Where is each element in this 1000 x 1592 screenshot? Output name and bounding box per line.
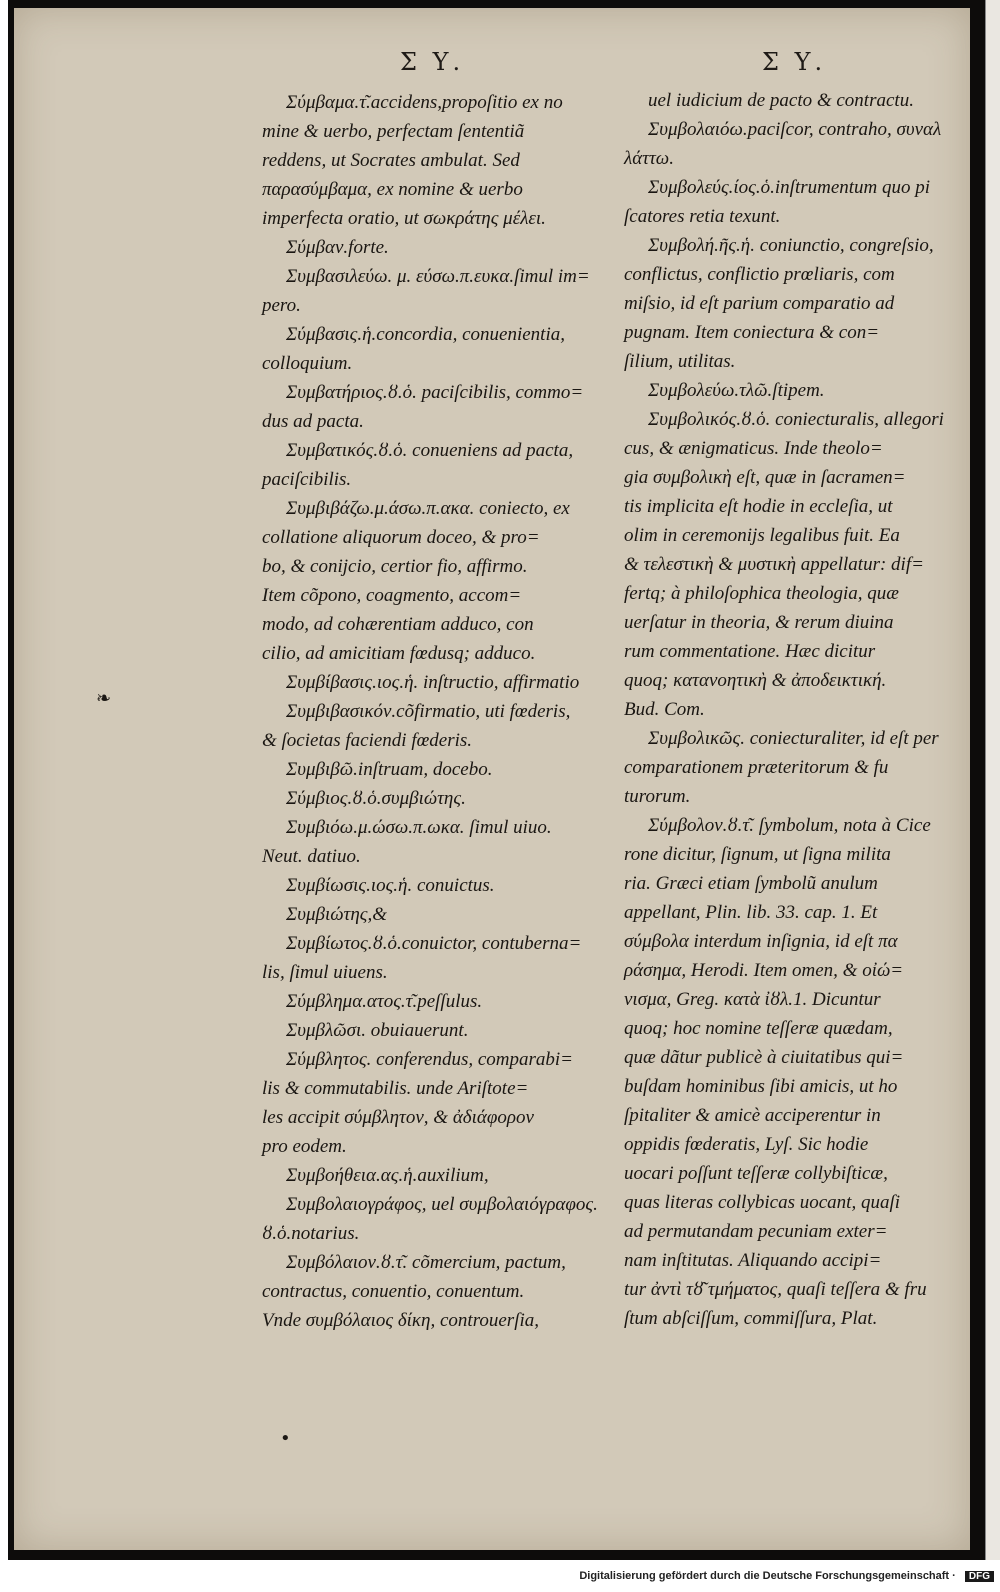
- entry-line: Συμβολαιόω.paciſcor, contraho, συναλ: [648, 119, 942, 140]
- dictionary-entry: [262, 668, 610, 697]
- entry-line: Bud. Com.: [624, 699, 705, 720]
- dictionary-entry: [262, 494, 610, 668]
- footer-text: Digitalisierung gefördert durch die Deutsche Forschungsgemeinschaft ·: [579, 1570, 956, 1582]
- entry-line: tis implicita eſt hodie in eccleſia, ut: [624, 496, 893, 517]
- dictionary-entry: [262, 378, 610, 436]
- entry-line: Σύμβλητος. conferendus, comparabi=: [286, 1049, 573, 1070]
- entry-line: Σύμβασις.ἡ.concordia, conuenientia,: [286, 324, 565, 345]
- dictionary-entry: [624, 811, 970, 1333]
- entry-line: cilio, ad amicitiam fœdusq; adduco.: [262, 643, 536, 664]
- dictionary-entry: [262, 1161, 610, 1190]
- entry-line: Συμβολή.ῆς.ἡ. coniunctio, congreſsio,: [648, 235, 934, 256]
- dictionary-entry: [624, 173, 970, 231]
- entry-line: quas literas collybicas uocant, quaſi: [624, 1192, 901, 1213]
- dfg-logo: DFG: [965, 1571, 994, 1582]
- entry-line: pugnam. Item coniectura & con=: [624, 322, 880, 343]
- entry-line: collatione aliquorum doceo, & pro=: [262, 527, 540, 548]
- bottom-mark: •: [280, 1428, 291, 1449]
- entry-line: Σύμβαμα.τ͂.accidens,propoſitio ex no: [286, 92, 563, 113]
- entry-line: Συμβατικός.ȣ.ὁ. conueniens ad pacta,: [286, 440, 574, 461]
- entry-line: paciſcibilis.: [262, 469, 352, 490]
- entry-line: Σύμβλημα.ατος.τ͂.peſſulus.: [286, 991, 483, 1012]
- entry-line: Item cõpono, coagmento, accom=: [262, 585, 522, 606]
- entry-line: ria. Græci etiam ſymbolũ anulum: [624, 873, 878, 894]
- entry-line: olim in ceremonijs legalibus fuit. Ea: [624, 525, 900, 546]
- entry-line: rone dicitur, ſignum, ut ſigna milita: [624, 844, 891, 865]
- dictionary-entry: [262, 784, 610, 813]
- margin-mark: ❧: [96, 688, 112, 709]
- entry-line: Συμβολικός.ȣ.ὁ. coniecturalis, allegori: [648, 409, 944, 430]
- entry-line: comparationem præteritorum & fu: [624, 757, 889, 778]
- entry-line: tur ἀντὶ τȣ͂ τμήματος, quaſi teſſera & fru: [624, 1279, 927, 1300]
- entry-line: ȣ.ὁ.notarius.: [262, 1223, 360, 1244]
- entry-line: rum commentatione. Hæc dicitur: [624, 641, 876, 662]
- digitization-footer: [0, 1570, 994, 1582]
- dictionary-entry: [262, 320, 610, 378]
- dictionary-entry: [624, 231, 970, 376]
- entry-line: uocari poſſunt teſſeræ collybiſticæ,: [624, 1163, 888, 1184]
- entry-line: παρασύμβαμα, ex nomine & uerbo: [262, 179, 523, 200]
- entry-line: νισμα, Greg. κατὰ ἰȣλ.1. Dicuntur: [624, 989, 881, 1010]
- entry-line: Σύμβολον.ȣ.τ͂. ſymbolum, nota à Cice: [648, 815, 931, 836]
- entry-line: quoq; hoc nomine teſſeræ quædam,: [624, 1018, 893, 1039]
- entry-line: quæ dãtur publicè à ciuitatibus qui=: [624, 1047, 904, 1068]
- dictionary-entry: [262, 929, 610, 987]
- entry-line: & ſocietas faciendi fœderis.: [262, 730, 473, 751]
- dictionary-entry: [262, 900, 610, 929]
- entry-line: Vnde συμβόλαιος δίκη, controuerſia,: [262, 1310, 540, 1331]
- entry-line: Συμβατήριος.ȣ.ὁ. paciſcibilis, commo=: [286, 382, 584, 403]
- entry-line: bo, & conijcio, certior fio, affirmo.: [262, 556, 528, 577]
- entry-line: appellant, Plin. lib. 33. cap. 1. Et: [624, 902, 878, 923]
- dictionary-entry: [262, 262, 610, 320]
- dictionary-entry: [262, 1248, 610, 1335]
- entry-line: reddens, ut Socrates ambulat. Sed: [262, 150, 520, 171]
- dictionary-entry: [624, 86, 970, 115]
- entry-line: ſcatores retia texunt.: [624, 206, 781, 227]
- entry-line: ſpitaliter & amicè acciperentur in: [624, 1105, 881, 1126]
- entry-line: imperfecta oratio, ut σωκράτης μέλει.: [262, 208, 546, 229]
- entry-line: σύμβολα interdum inſignia, id eſt πα: [624, 931, 898, 952]
- entry-line: turorum.: [624, 786, 691, 807]
- dictionary-entry: [624, 724, 970, 811]
- entry-line: buſdam hominibus ſibi amicis, ut ho: [624, 1076, 898, 1097]
- entry-line: uel iudicium de pacto & contractu.: [648, 90, 914, 111]
- entry-line: Συμβίωτος.ȣ.ὁ.conuictor, contuberna=: [286, 933, 582, 954]
- entry-line: Συμβόλαιον.ȣ.τ͂. cõmercium, pactum,: [286, 1252, 566, 1273]
- dictionary-entry: [624, 115, 970, 173]
- dictionary-entry: [262, 697, 610, 755]
- entry-line: modo, ad cohærentiam adduco, con: [262, 614, 534, 635]
- entry-line: colloquium.: [262, 353, 353, 374]
- dictionary-entry: [262, 987, 610, 1016]
- dictionary-entry: [262, 1045, 610, 1161]
- entry-line: Συμβίωσις.ιος.ἡ. conuictus.: [286, 875, 495, 896]
- entry-line: Σύμβαν.forte.: [286, 237, 389, 258]
- entry-line: Συμβολαιογράφος, uel συμβολαιόγραφος.: [286, 1194, 598, 1215]
- entry-line: Συμβίβασις.ιος.ἡ. inſtructio, affirmatio: [286, 672, 580, 693]
- entry-line: Neut. datiuo.: [262, 846, 361, 867]
- entry-line: Συμβιβασικόν.cõfirmatio, uti fœderis,: [286, 701, 571, 722]
- entry-line: gia συμβολικὴ eſt, quæ in ſacramen=: [624, 467, 906, 488]
- entry-line: Συμβολεύς.ίος.ὁ.inſtrumentum quo pi: [648, 177, 931, 198]
- entry-line: pero.: [262, 295, 301, 316]
- entry-line: uerſatur in theoria, & rerum diuina: [624, 612, 894, 633]
- entry-line: mine & uerbo, perfectam ſententiã: [262, 121, 525, 142]
- entry-line: contractus, conuentio, conuentum.: [262, 1281, 525, 1302]
- entry-line: pro eodem.: [262, 1136, 347, 1157]
- dictionary-entry: [262, 233, 610, 262]
- dictionary-entry: [262, 871, 610, 900]
- entry-line: dus ad pacta.: [262, 411, 364, 432]
- entry-line: ſilium, utilitas.: [624, 351, 736, 372]
- dictionary-entry: [262, 755, 610, 784]
- dictionary-entry: [262, 1016, 610, 1045]
- dictionary-entry: [262, 813, 610, 871]
- running-head-right: Σ Υ.: [762, 48, 827, 76]
- dictionary-entry: [262, 88, 610, 233]
- entry-line: Συμβολεύω.τλῶ.ſtipem.: [648, 380, 825, 401]
- entry-line: Σύμβιος.ȣ.ὁ.συμβιώτης.: [286, 788, 466, 809]
- entry-line: lis, ſimul uiuens.: [262, 962, 388, 983]
- entry-line: ράσημα, Herodi. Item omen, & οἰώ=: [624, 960, 904, 981]
- dictionary-entry: [262, 1190, 610, 1248]
- entry-line: Συμβιβάζω.μ.άσω.π.ακα. coniecto, ex: [286, 498, 570, 519]
- left-column: [262, 88, 610, 1335]
- dictionary-entry: [624, 376, 970, 405]
- running-head-left: Σ Υ.: [400, 48, 465, 76]
- entry-line: cus, & ænigmaticus. Inde theolo=: [624, 438, 883, 459]
- entry-line: lis & commutabilis. unde Ariſtote=: [262, 1078, 529, 1099]
- entry-line: Συμβασιλεύω. μ. εύσω.π.ευκα.ſimul im=: [286, 266, 590, 287]
- entry-line: & τελεστικὴ & μυστικὴ appellatur: dif=: [624, 554, 924, 575]
- entry-line: Συμβολικῶς. coniecturaliter, id eſt per: [648, 728, 939, 749]
- entry-line: Συμβιώτης,&: [286, 904, 388, 925]
- page-edge: [985, 0, 1000, 1560]
- dictionary-entry: [624, 405, 970, 724]
- entry-line: oppidis fœderatis, Lyſ. Sic hodie: [624, 1134, 869, 1155]
- entry-line: ad permutandam pecuniam exter=: [624, 1221, 888, 1242]
- entry-line: Συμβιόω.μ.ώσω.π.ωκα. ſimul uiuo.: [286, 817, 552, 838]
- entry-line: Συμβοήθεια.ας.ἡ.auxilium,: [286, 1165, 489, 1186]
- right-column: [624, 86, 970, 1333]
- entry-line: conflictus, conflictio prœliaris, com: [624, 264, 895, 285]
- entry-line: λάττω.: [624, 148, 674, 169]
- entry-line: les accipit σύμβλητον, & ἀδιάφορον: [262, 1107, 534, 1128]
- entry-line: miſsio, id eſt parium comparatio ad: [624, 293, 895, 314]
- entry-line: Συμβλῶσι. obuiauerunt.: [286, 1020, 469, 1041]
- entry-line: Συμβιβῶ.inſtruam, docebo.: [286, 759, 493, 780]
- entry-line: ſtum abſciſſum, commiſſura, Plat.: [624, 1308, 878, 1329]
- dictionary-entry: [262, 436, 610, 494]
- entry-line: quoq; κατανοητικὴ & ἀποδεικτική.: [624, 670, 887, 691]
- entry-line: nam inſtitutas. Aliquando accipi=: [624, 1250, 882, 1271]
- entry-line: fertq; à philoſophica theologia, quæ: [624, 583, 899, 604]
